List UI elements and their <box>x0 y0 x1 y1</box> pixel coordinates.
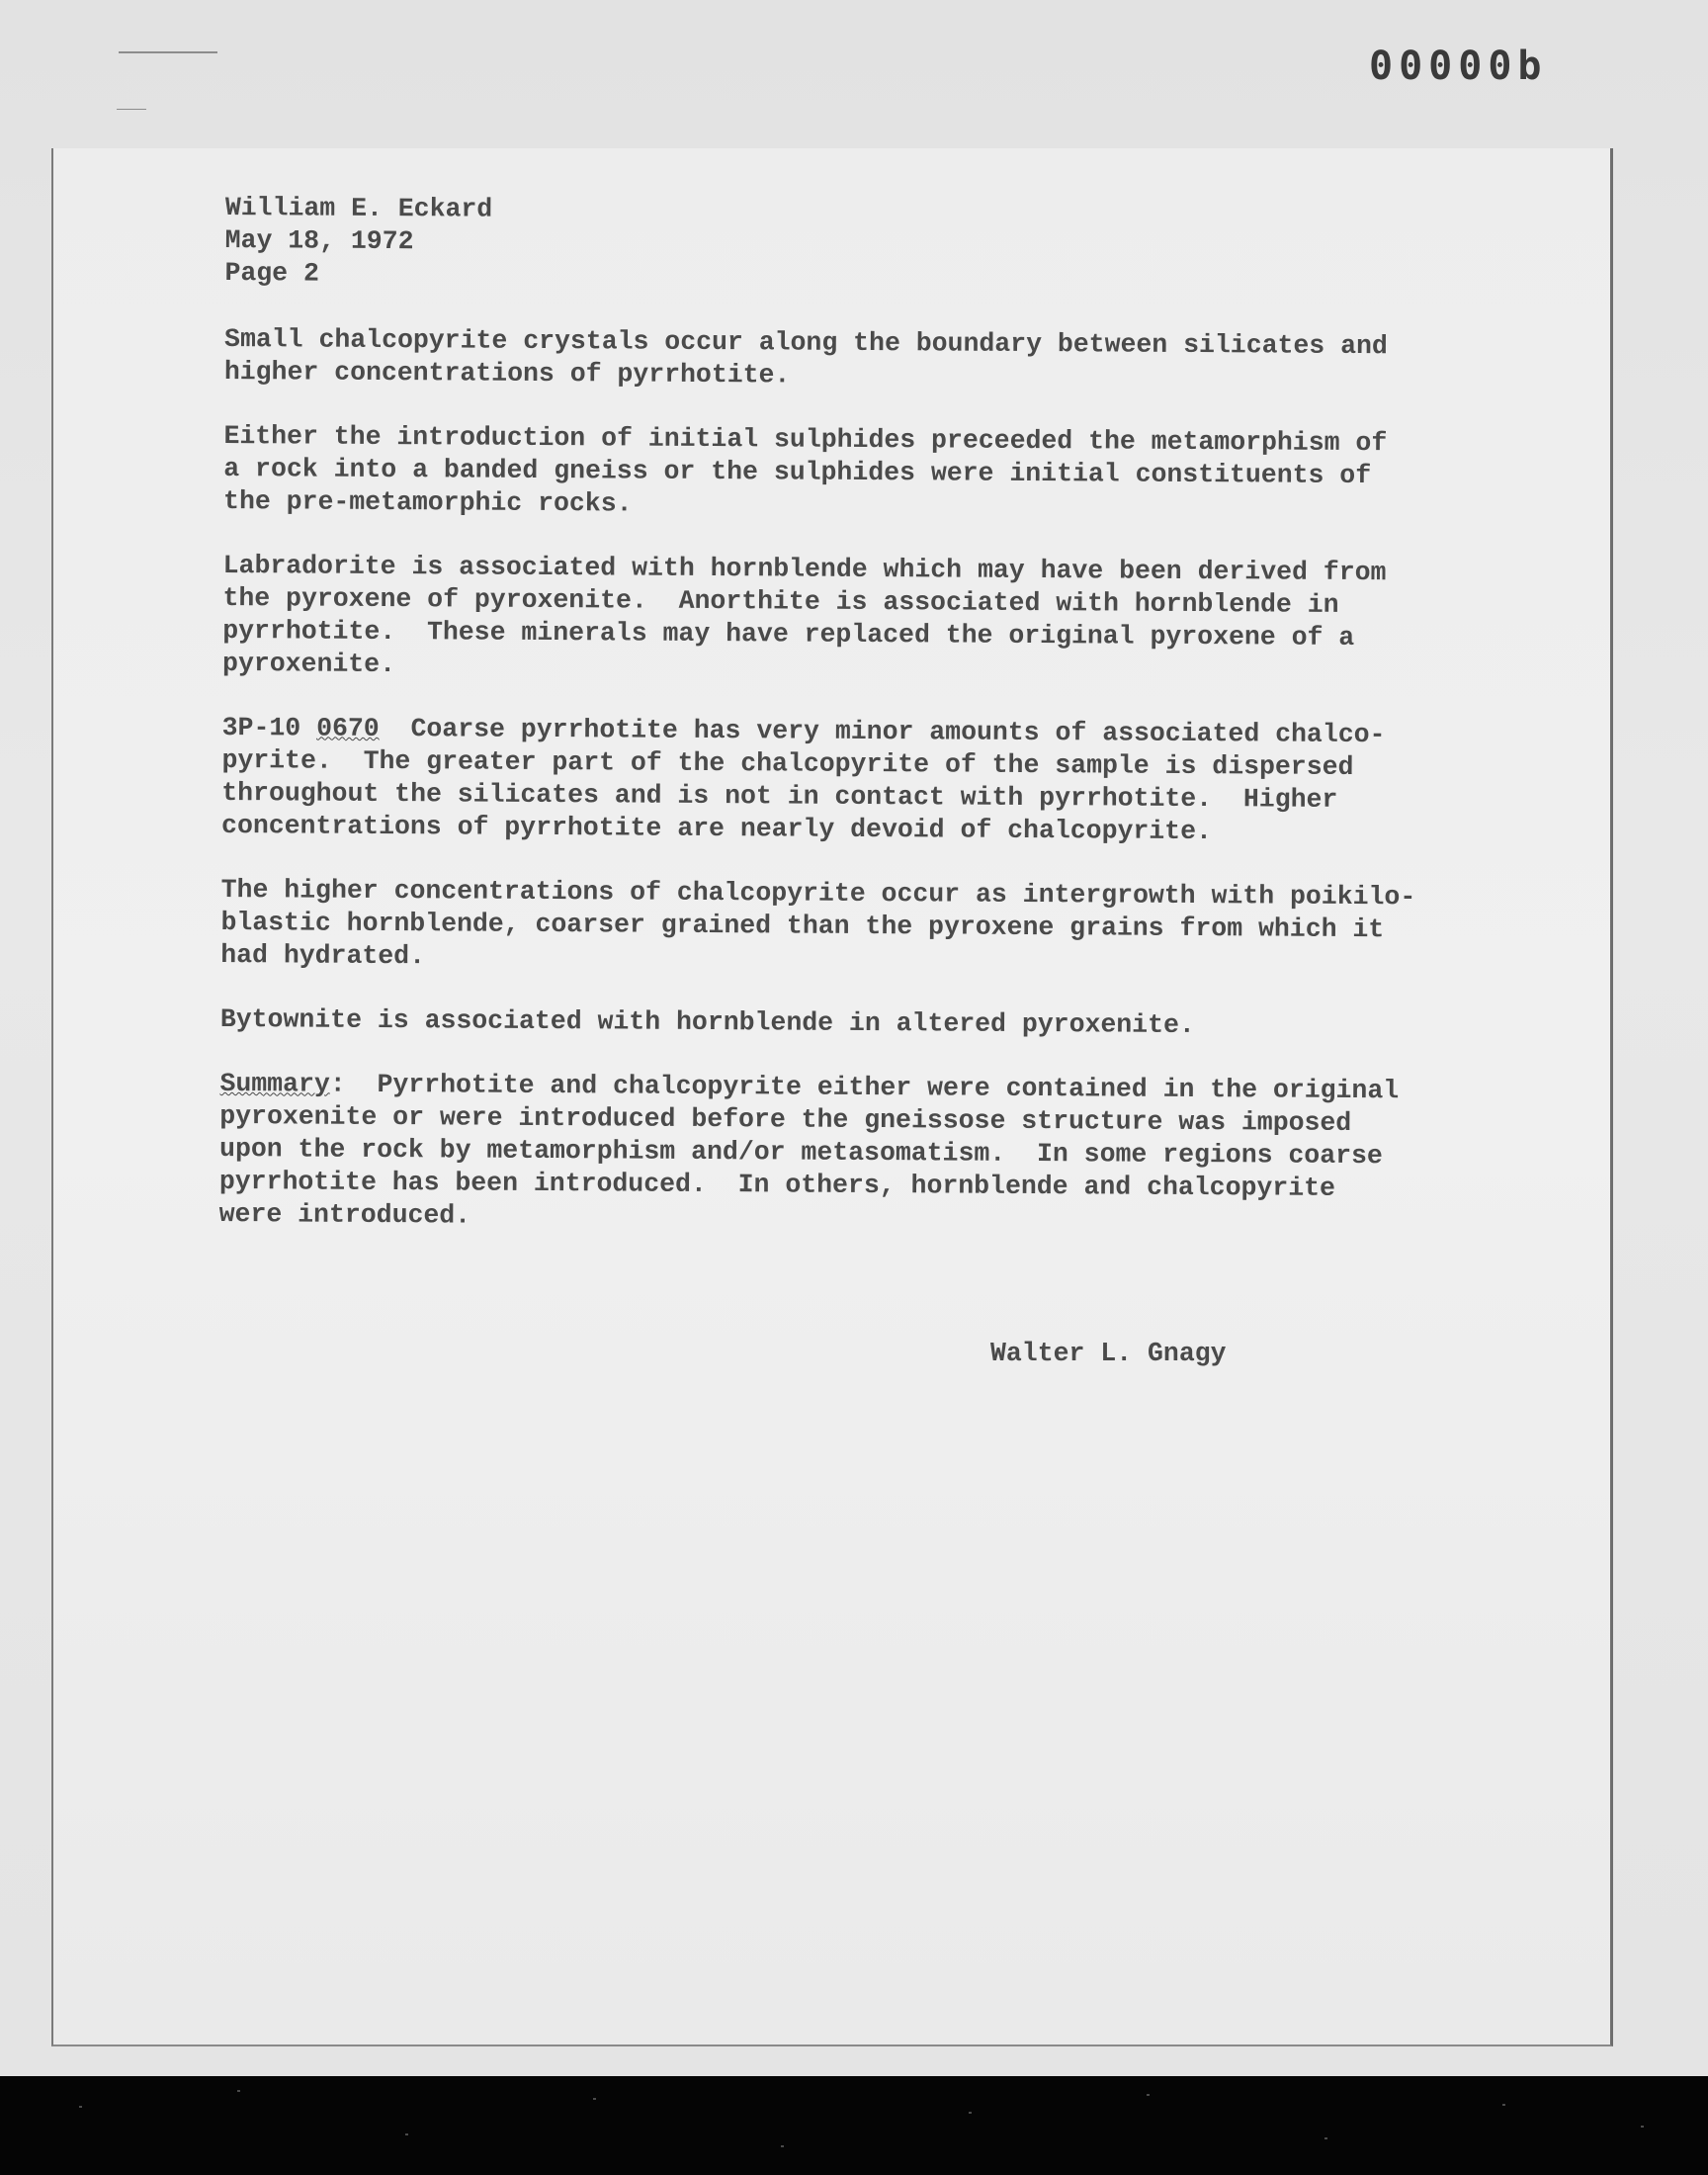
paragraph <box>221 712 1507 850</box>
scan-speck <box>1147 2094 1150 2096</box>
text-line: had hydrated. <box>220 939 426 972</box>
scanner-bottom-band <box>0 2076 1708 2175</box>
letter-header <box>224 192 1510 298</box>
text-line: Bytownite is associated with hornblende in altered pyroxenite. <box>219 1003 1195 1041</box>
page-stamp-number: 00000b <box>1369 44 1548 89</box>
recipient-name: William E. Eckard <box>224 192 493 224</box>
scan-speck <box>405 2133 408 2135</box>
scan-speck <box>237 2090 240 2092</box>
text-line: The higher concentrations of chalcopyrite occur as intergrowth with poikilo- <box>220 874 1416 913</box>
text-fragment: : Pyrrhotite and chalcopyrite either were contained in the original <box>329 1069 1400 1106</box>
text-line: pyrrhotite. These minerals may have replaced the original pyroxene of a <box>222 615 1355 652</box>
letter-body <box>218 192 1510 1270</box>
scan-speck <box>1502 2104 1505 2106</box>
text-line: were introduced. <box>218 1198 471 1231</box>
text-line: throughout the silicates and is not in contact with pyrrhotite. Higher <box>221 777 1338 815</box>
signature-name: Walter L. Gnagy <box>990 1339 1227 1368</box>
text-line: concentrations of pyrrhotite are nearly devoid of chalcopyrite. <box>220 810 1213 847</box>
scan-speck <box>781 2145 784 2147</box>
summary-paragraph <box>219 1068 1505 1239</box>
text-fragment: Coarse pyrrhotite has very minor amounts of associated chalco- <box>379 713 1386 750</box>
text-line: a rock into a banded gneiss or the sulphides were initial constituents of <box>223 453 1372 491</box>
scan-speck <box>969 2112 972 2114</box>
paragraph <box>220 1003 1505 1044</box>
letter-date: May 18, 1972 <box>224 224 414 257</box>
text-line: pyroxenite or were introduced before the gneissose structure was imposed <box>219 1100 1352 1138</box>
text-line: the pre-metamorphic rocks. <box>222 485 633 519</box>
scan-speck <box>593 2098 596 2100</box>
sample-number: 0670 <box>316 713 380 743</box>
text-line: Either the introduction of initial sulphides preceeded the metamorphism of <box>223 420 1388 459</box>
summary-heading: Summary <box>219 1068 330 1099</box>
text-line: the pyroxene of pyroxenite. Anorthite is associated with hornblende in <box>222 582 1339 620</box>
scan-speck <box>1641 2126 1644 2128</box>
text-line: upon the rock by metamorphism and/or metasomatism. In some regions coarse <box>218 1133 1383 1172</box>
paragraph <box>222 550 1508 688</box>
text-line: higher concentrations of pyrrhotite. <box>223 356 791 391</box>
text-line: Labradorite is associated with hornblende which may have been derived from <box>222 550 1387 588</box>
scan-speck <box>79 2106 82 2108</box>
paragraph <box>224 323 1509 396</box>
page-label: Page 2 <box>224 257 320 289</box>
scan-speck <box>1324 2137 1327 2139</box>
text-line: pyrite. The greater part of the chalcopyrite of the sample is dispersed <box>221 744 1354 782</box>
text-line: blastic hornblende, coarser grained than the pyroxene grains from which it <box>220 907 1385 945</box>
paragraph <box>220 874 1506 980</box>
text-line: pyrrhotite has been introduced. In others, hornblende and chalcopyrite <box>218 1166 1336 1203</box>
paragraph <box>223 420 1509 526</box>
scan-mark <box>119 51 217 53</box>
text-line: Small chalcopyrite crystals occur along the boundary between silicates and <box>223 323 1388 362</box>
text-line: pyroxenite. <box>221 648 396 680</box>
scan-mark <box>117 109 146 110</box>
sample-id: 3P-10 <box>221 712 301 743</box>
